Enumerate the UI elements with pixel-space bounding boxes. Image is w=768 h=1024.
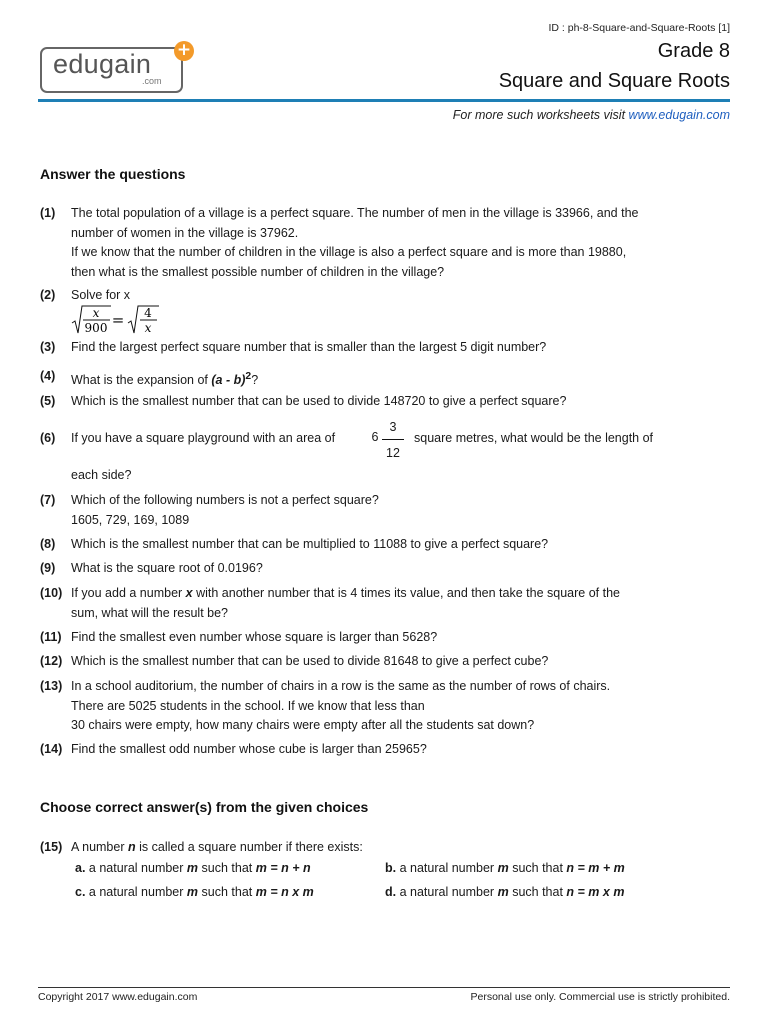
question-number: (12) [40, 654, 63, 668]
question-text: Find the largest perfect square number that is smaller than the largest 5 digit number? [71, 340, 547, 354]
question-number: (3) [40, 340, 56, 354]
question-text: The total population of a village is a perfect square. The number of men in the village is 33966, and the [71, 206, 639, 220]
rhs-denominator: x [144, 321, 152, 335]
choice-expr: n = m + m [566, 861, 625, 875]
choice-mid: such that [201, 885, 253, 899]
question-text: each side? [71, 468, 132, 482]
question-text: Which of the following numbers is not a perfect square? [71, 493, 379, 507]
choice-text: a natural number [88, 861, 184, 875]
question-text: What is the square root of 0.0196? [71, 561, 263, 575]
question-text: If you have a square playground with an area of [71, 431, 336, 445]
question-number: (1) [40, 206, 56, 220]
question-text: 30 chairs were empty, how many chairs were empty after all the students sat down? [71, 718, 535, 732]
question-text: What is the expansion of [71, 373, 208, 388]
choice-expr: n = m x m [566, 885, 625, 899]
edugain-logo [40, 40, 192, 93]
visit-line [453, 108, 730, 122]
question-text-line [71, 367, 701, 391]
worksheet-id: ID : ph-8-Square-and-Square-Roots [1] [548, 22, 730, 34]
question-number: (14) [40, 742, 63, 756]
section-title-answer: Answer the questions [40, 166, 186, 182]
footer-divider [38, 987, 730, 988]
choice-a[interactable] [75, 861, 311, 875]
choice-c[interactable] [75, 885, 314, 899]
question-text: sum, what will the result be? [71, 605, 229, 620]
choice-letter: b. [385, 861, 397, 875]
question-text: Which is the smallest number that can be used to divide 81648 to give a perfect cube? [71, 654, 549, 668]
logo-wordmark: edugain [53, 49, 152, 79]
question-text: 1605, 729, 169, 1089 [71, 512, 190, 527]
variable: n [128, 840, 136, 854]
topic-title: Square and Square Roots [498, 70, 730, 92]
question-text: Which is the smallest number that can be multiplied to 11088 to give a perfect square? [71, 537, 549, 551]
question-number: (9) [40, 561, 56, 575]
question-text: Which is the smallest number that can be used to divide 148720 to give a perfect square? [71, 394, 567, 408]
question-text: square metres, what would be the length of [414, 431, 654, 445]
choice-text: a natural number [399, 885, 495, 899]
choice-mid: such that [512, 885, 563, 899]
choice-mid: such that [512, 861, 563, 875]
equation-sqrt [71, 305, 171, 335]
question-text: number of women in the village is 37962. [71, 225, 299, 240]
choice-expr: m = n x m [255, 885, 314, 899]
question-number: (6) [40, 431, 56, 445]
question-text: then what is the smallest possible number of children in the village? [71, 264, 445, 279]
question-suffix: with another number that is 4 times its value, and then take the square of the [196, 586, 620, 600]
variable: x [185, 586, 193, 600]
question-number: (8) [40, 537, 56, 551]
choice-letter: d. [385, 885, 397, 899]
choice-var: m [186, 885, 199, 899]
choice-var: m [497, 885, 509, 899]
question-text: There are 5025 students in the school. If we know that less than [71, 698, 425, 713]
question-suffix: ? [251, 373, 259, 388]
lhs-denominator: 900 [84, 321, 108, 335]
choice-b[interactable] [385, 861, 625, 875]
question-text: If you add a number [71, 586, 183, 600]
question-number: (2) [40, 288, 56, 302]
header-divider [38, 99, 730, 102]
choice-letter: c. [75, 885, 86, 899]
section-title-choices: Choose correct answer(s) from the given choices [40, 799, 369, 815]
question-text-line [71, 838, 701, 858]
question-number: (11) [40, 630, 62, 644]
mixed-whole: 6 [371, 430, 379, 444]
question-number: (5) [40, 394, 56, 408]
fraction-denominator: 12 [386, 446, 400, 460]
question-number: (13) [40, 679, 63, 693]
question-text: A number [71, 840, 125, 854]
logo-com: .com [142, 76, 162, 86]
grade-title: Grade 8 [657, 40, 730, 62]
choice-mid: such that [201, 861, 253, 875]
question-text-line [71, 584, 701, 604]
fraction-numerator: 3 [389, 420, 397, 434]
question-6-suffix [414, 429, 714, 449]
question-number: (7) [40, 493, 56, 507]
question-text: Solve for x [71, 288, 131, 302]
choice-letter: a. [75, 861, 86, 875]
rhs-numerator: 4 [144, 306, 152, 320]
footer-copyright: Copyright 2017 www.edugain.com [38, 991, 198, 1003]
question-text: Find the smallest even number whose square is larger than 5628? [71, 630, 438, 644]
question-text: Find the smallest odd number whose cube is larger than 25965? [71, 742, 427, 756]
visit-link[interactable]: www.edugain.com [628, 108, 730, 122]
plus-icon: + [174, 41, 194, 61]
exponent: 2 [245, 371, 252, 382]
choice-text: a natural number [399, 861, 495, 875]
visit-prefix: For more such worksheets visit [452, 108, 626, 122]
lhs-numerator: x [92, 306, 100, 320]
question-suffix: is called a square number if there exists: [139, 840, 363, 854]
question-text: If we know that the number of children in the village is also a perfect square and is more than 19880, [71, 245, 627, 259]
expression: (a - b) [211, 373, 246, 388]
question-number: (4) [40, 369, 56, 383]
question-number: (15) [40, 840, 63, 854]
choice-d[interactable] [385, 885, 624, 899]
choice-var: m [186, 861, 199, 875]
choice-var: m [497, 861, 509, 875]
equals-sign: = [111, 311, 125, 329]
choice-expr: m = n + n [255, 861, 311, 875]
footer-notice: Personal use only. Commercial use is strictly prohibited. [470, 991, 730, 1003]
question-number: (10) [40, 586, 63, 600]
question-text: In a school auditorium, the number of chairs in a row is the same as the number of rows of chairs. [71, 679, 611, 693]
choice-text: a natural number [88, 885, 184, 899]
fraction-bar [382, 439, 404, 440]
